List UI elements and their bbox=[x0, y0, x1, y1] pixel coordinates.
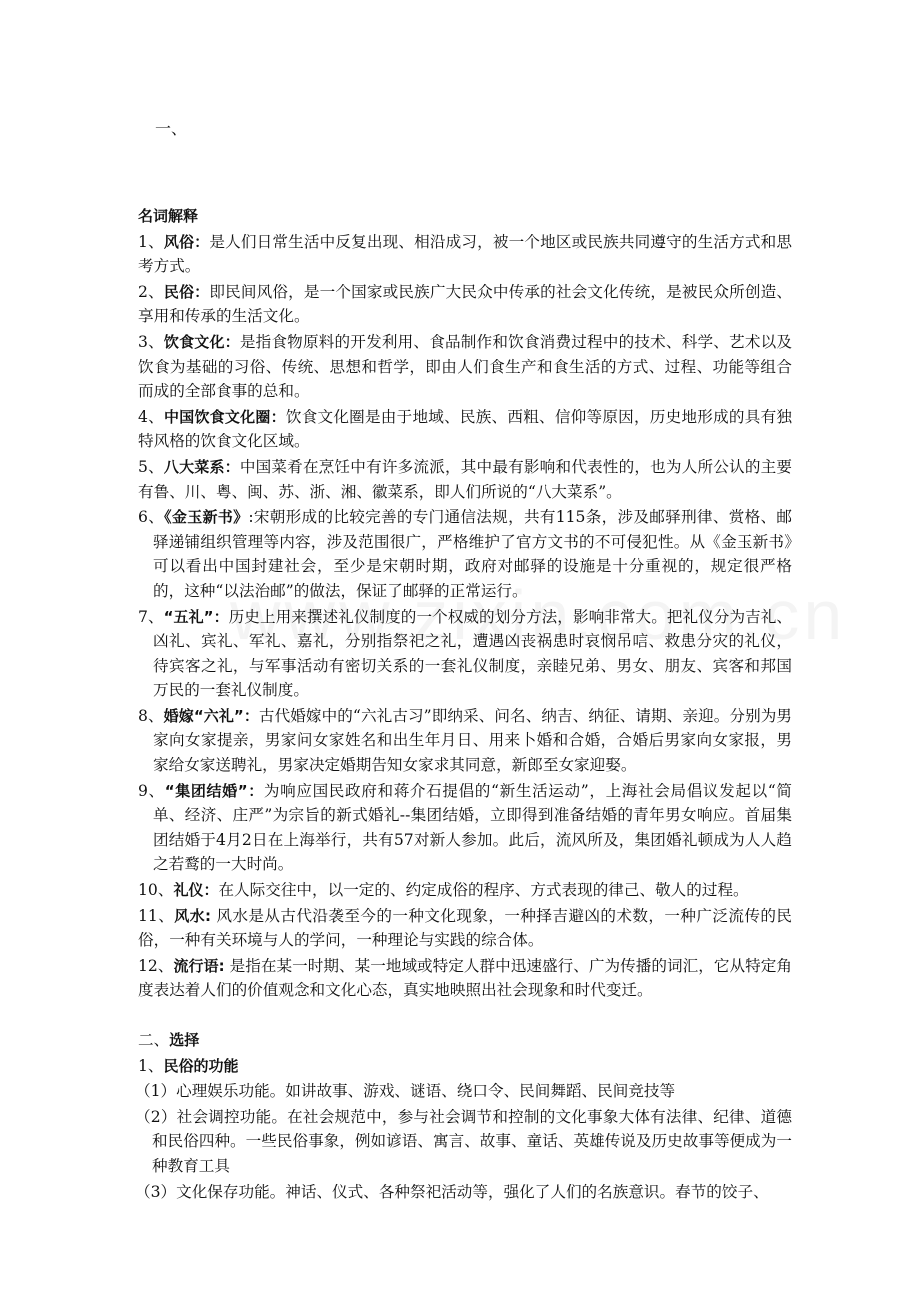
section-number: 一、 bbox=[155, 119, 188, 138]
question-heading bbox=[138, 1054, 792, 1079]
term-name: 风俗： bbox=[163, 232, 210, 251]
section2-title: 选择 bbox=[169, 1031, 200, 1049]
term-definition bbox=[138, 405, 792, 454]
document-body bbox=[135, 204, 793, 1205]
term-number: 3、 bbox=[138, 332, 164, 351]
term-text: 即民间风俗，是一个国家或民族广大民众中传承的社会文化传统，是被民众所创造、享用和传承的生活文化。 bbox=[138, 282, 792, 326]
function-item: （1）心理娱乐功能。如讲故事、游戏、谜语、绕口令、民间舞蹈、民间竞技等 bbox=[135, 1082, 676, 1101]
term-definition bbox=[138, 505, 792, 603]
term-text: 是指在某一时期、某一地域或特定人群中迅速盛行、广为传播的词汇，它从特定角度表达着人们的价值观念和文化心态，真实地映照出社会现象和时代变迁。 bbox=[138, 956, 792, 1000]
term-text: 饮食文化圈是由于地域、民族、西粗、信仰等原因，历史地形成的具有独特风格的饮食文化区域。 bbox=[138, 407, 792, 451]
term-number: 4、 bbox=[138, 407, 164, 426]
question-title: 民俗的功能 bbox=[163, 1056, 239, 1075]
term-definition bbox=[138, 878, 792, 903]
term-text: 在人际交往中，以一定的、约定成俗的程序、方式表现的律己、敬人的过程。 bbox=[218, 881, 749, 900]
term-name: 《金玉新书》 bbox=[164, 508, 249, 527]
term-number: 1、 bbox=[138, 232, 164, 251]
section2-heading bbox=[138, 1028, 792, 1053]
term-name: “集团结婚”： bbox=[164, 781, 264, 800]
term-definition bbox=[138, 330, 792, 404]
term-definition bbox=[138, 779, 792, 877]
function-item: （2）社会调控功能。在社会规范中，参与社会调节和控制的文化事象大体有法律、纪律、道德和民俗四种。一些民俗事象，例如谚语、寓言、故事、童话、英雄传说及历史故事等便成为一种教育工具 bbox=[135, 1107, 792, 1175]
question-number: 1、 bbox=[138, 1056, 164, 1075]
term-number: 7、 bbox=[138, 607, 164, 626]
term-definition bbox=[138, 605, 792, 703]
term-list bbox=[138, 230, 792, 1003]
section2-number: 二、 bbox=[138, 1031, 170, 1049]
term-text: 古代婚嫁中的“六礼古习”即纳采、问名、纳吉、纳征、请期、亲迎。分别为男家向女家提亲，男家问女家姓名和出生年月日、用来卜婚和合婚，合婚后男家向女家报，男家给女家送聘礼，男家决定婚期告知女家求其同意，新郎至女家迎娶。 bbox=[153, 706, 793, 775]
term-text: 历史上用来撰述礼仪制度的一个权威的划分方法，影响非常大。把礼仪分为吉礼、凶礼、宾礼、军礼、嘉礼，分别指祭祀之礼，遭遇凶丧祸患时哀悯吊唁、救患分灾的礼仪，待宾客之礼，与军事活动有密切关系的一套礼仪制度，亲睦兄弟、男女、朋友、宾客和邦国万民的一套礼仪制度。 bbox=[153, 607, 792, 700]
term-text: 为响应国民政府和蒋介石提倡的“新生活运动”，上海社会局倡议发起以“简单、经济、庄严”为宗旨的新式婚礼--集团结婚，立即得到准备结婚的青年男女响应。首届集团结婚于4月2日在上海举行，共有57对新人参加。此后，流风所及，集团婚礼顿成为人人趋之若鹜的一大时尚。 bbox=[153, 781, 793, 874]
term-name: 饮食文化： bbox=[163, 332, 240, 351]
term-number: 12、 bbox=[138, 956, 174, 975]
term-definition bbox=[138, 904, 792, 953]
term-definition bbox=[138, 455, 792, 504]
term-name: 中国饮食文化圈： bbox=[163, 407, 286, 426]
term-name: “五礼”： bbox=[163, 607, 229, 626]
term-name: 礼仪： bbox=[173, 881, 219, 900]
function-item: （3）文化保存功能。神话、仪式、各种祭祀活动等，强化了人们的名族意识。春节的饺子、 bbox=[135, 1182, 769, 1201]
term-text: 是指食物原料的开发利用、食品制作和饮食消费过程中的技术、科学、艺术以及饮食为基础的习俗、传统、思想和哲学，即由人们食生产和食生活的方式、过程、功能等组合而成的全部食事的总和。 bbox=[138, 332, 792, 401]
term-definition bbox=[138, 704, 792, 778]
term-definition bbox=[138, 280, 792, 329]
term-number: 9、 bbox=[138, 781, 165, 800]
term-name: 风水: bbox=[174, 906, 212, 925]
term-text: :宋朝形成的比较完善的专门通信法规，共有115条，涉及邮驿刑律、赏格、邮驿递铺组织管理等内容，涉及范围很广，严格维护了官方文书的不可侵犯性。从《金玉新书》可以看出中国封建社会，至少是宋朝时期，政府对邮驿的设施是十分重视的，规定很严格的，这种“以法治邮”的做法，保证了邮驿的正常运行。 bbox=[153, 508, 792, 600]
term-name: 婚嫁“六礼”： bbox=[163, 706, 259, 725]
term-name: 民俗： bbox=[163, 282, 210, 301]
term-number: 10、 bbox=[138, 881, 174, 900]
term-number: 8、 bbox=[138, 706, 164, 725]
term-number: 5、 bbox=[138, 457, 164, 476]
term-text: 中国菜肴在烹饪中有许多流派，其中最有影响和代表性的，也为人所公认的主要有鲁、川、粤、闽、苏、浙、湘、徽菜系，即人们所说的“八大菜系”。 bbox=[138, 457, 792, 501]
term-definition bbox=[138, 954, 792, 1003]
term-number: 2、 bbox=[138, 282, 164, 301]
term-name: 流行语: bbox=[173, 956, 225, 975]
term-definition bbox=[138, 230, 792, 279]
term-number: 11、 bbox=[138, 906, 175, 925]
term-text: 是人们日常生活中反复出现、相沿成习，被一个地区或民族共同遵守的生活方式和思考方式。 bbox=[138, 232, 792, 276]
term-text: 风水是从古代沿袭至今的一种文化现象，一种择吉避凶的术数，一种广泛流传的民俗，一种有关环境与人的学问，一种理论与实践的综合体。 bbox=[138, 906, 792, 950]
term-name: 八大菜系： bbox=[163, 457, 240, 476]
section-heading: 名词解释 bbox=[138, 207, 199, 225]
term-number: 6、 bbox=[138, 508, 165, 527]
